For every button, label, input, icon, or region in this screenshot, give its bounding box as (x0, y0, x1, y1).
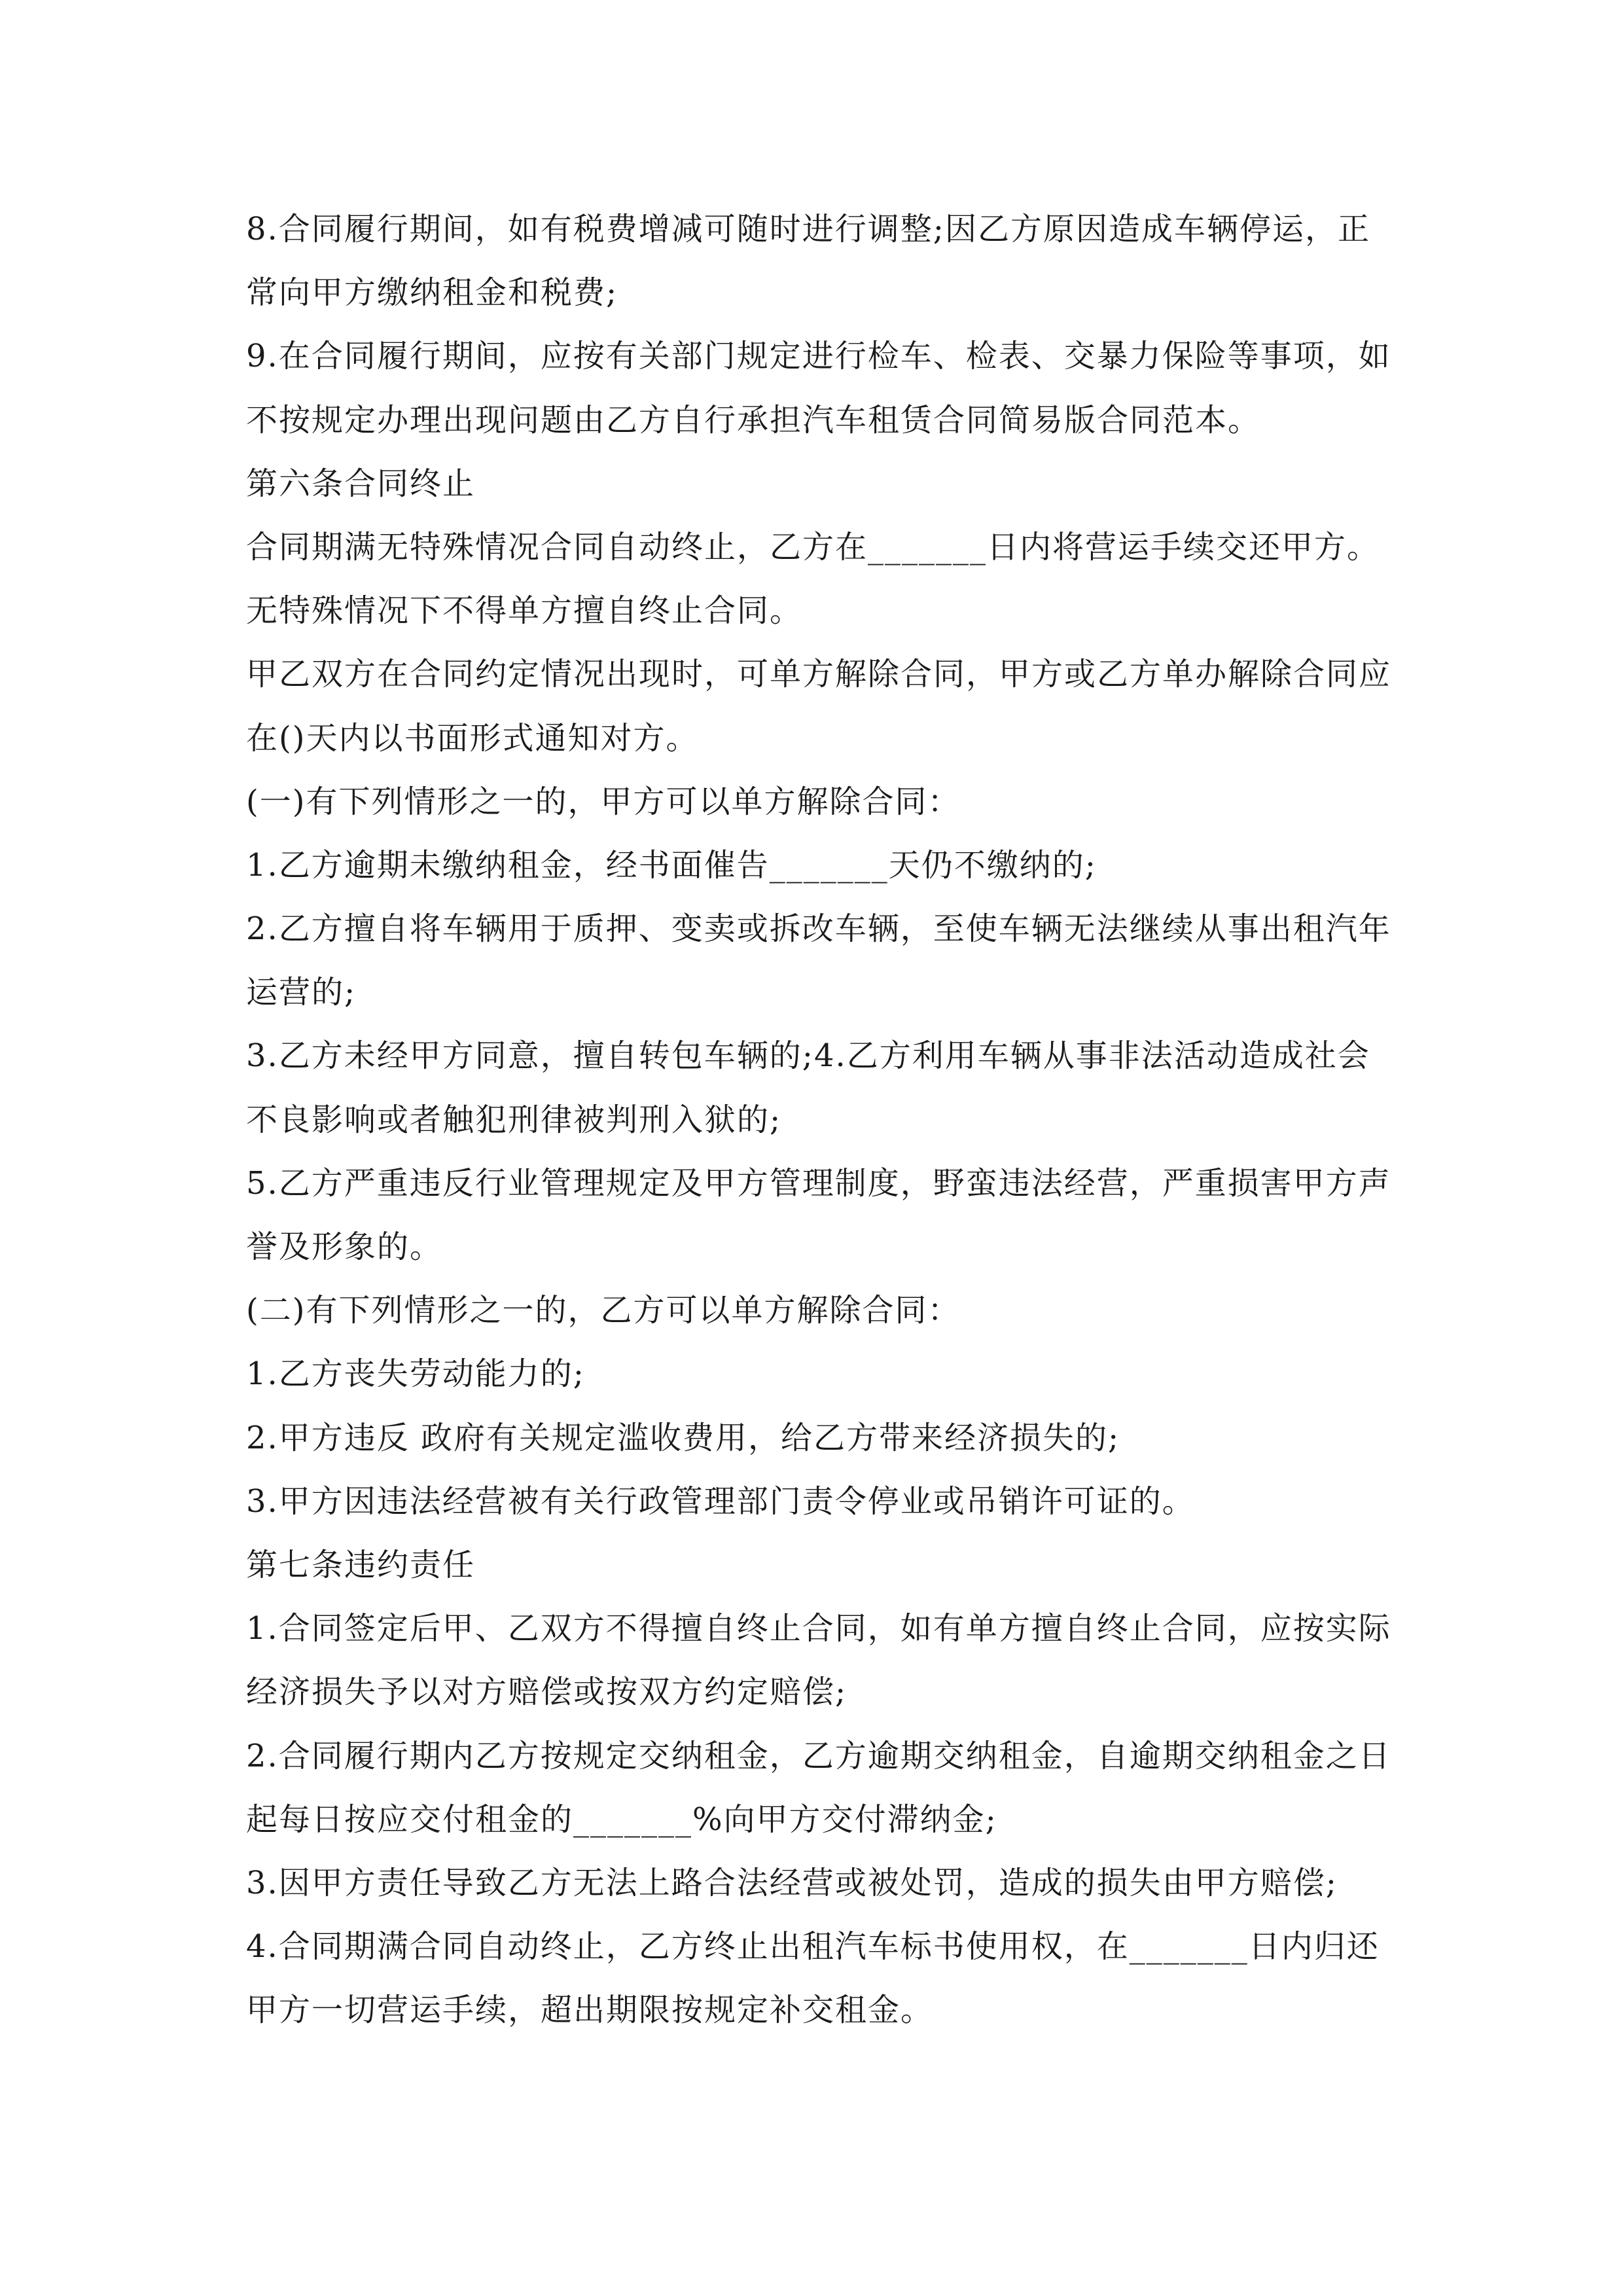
text-line: 无特殊情况下不得单方擅自终止合同。 (246, 592, 803, 630)
text-line: 不按规定办理出现问题由乙方自行承担汽车租赁合同简易版合同范本。 (246, 401, 1261, 439)
text-line: (一)有下列情形之一的，甲方可以单方解除合同： (246, 783, 961, 820)
text-line: 2.甲方违反 政府有关规定滥收费用，给乙方带来经济损失的; (246, 1419, 1120, 1456)
text-line: 9.在合同履行期间，应按有关部门规定进行检车、检表、交暴力保险等事项，如 (246, 338, 1391, 375)
text-line: 1.乙方丧失劳动能力的; (246, 1355, 585, 1393)
document-body (246, 198, 1392, 2042)
text-line: 3.甲方因违法经营被有关行政管理部门责令停业或吊销许可证的。 (246, 1482, 1195, 1520)
text-line: 2.合同履行期内乙方按规定交纳租金，乙方逾期交纳租金，自逾期交纳租金之日 (246, 1737, 1391, 1774)
text-line: 在()天内以书面形式通知对方。 (246, 719, 699, 757)
text-line: 运营的; (246, 974, 357, 1011)
text-line: 1.乙方逾期未缴纳租金，经书面催告_______天仍不缴纳的; (246, 846, 1097, 884)
text-line: 8.合同履行期间，如有税费增减可随时进行调整;因乙方原因造成车辆停运，正 (246, 211, 1370, 247)
text-line: 1.合同签定后甲、乙双方不得擅自终止合同，如有单方擅自终止合同，应按实际 (246, 1610, 1391, 1647)
text-line: 誉及形象的。 (246, 1229, 443, 1265)
text-line: 甲方一切营运手续，超出期限按规定补交租金。 (246, 1992, 934, 2029)
text-line: 起每日按应交付租金的_______%向甲方交付滞纳金; (246, 1801, 997, 1838)
text-line: 4.合同期满合同自动终止，乙方终止出租汽车标书使用权，在_______日内归还 (246, 1928, 1380, 1965)
text-line: 5.乙方严重违反行业管理规定及甲方管理制度，野蛮违法经营，严重损害甲方声 (246, 1164, 1391, 1202)
text-line: (二)有下列情形之一的，乙方可以单方解除合同： (246, 1292, 961, 1329)
text-line: 经济损失予以对方赔偿或按双方约定赔偿; (246, 1674, 847, 1711)
text-line: 不良影响或者触犯刑律被判刑入狱的; (246, 1101, 782, 1138)
text-line: 甲乙双方在合同约定情况出现时，可单方解除合同，甲方或乙方单办解除合同应 (246, 656, 1392, 693)
text-line: 3.乙方未经甲方同意，擅自转包车辆的;4.乙方利用车辆从事非法活动造成社会 (246, 1037, 1370, 1075)
section-heading: 第六条合同终止 (246, 465, 476, 502)
text-line: 2.乙方擅自将车辆用于质押、变卖或拆改车辆，至使车辆无法继续从事出租汽年 (246, 910, 1391, 948)
text-line: 合同期满无特殊情况合同自动终止，乙方在_______日内将营运手续交还甲方。 (246, 528, 1380, 565)
text-line: 常向甲方缴纳租金和税费; (246, 274, 618, 312)
section-heading: 第七条违约责任 (246, 1546, 476, 1583)
text-line: 3.因甲方责任导致乙方无法上路合法经营或被处罚，造成的损失由甲方赔偿; (246, 1864, 1338, 1901)
